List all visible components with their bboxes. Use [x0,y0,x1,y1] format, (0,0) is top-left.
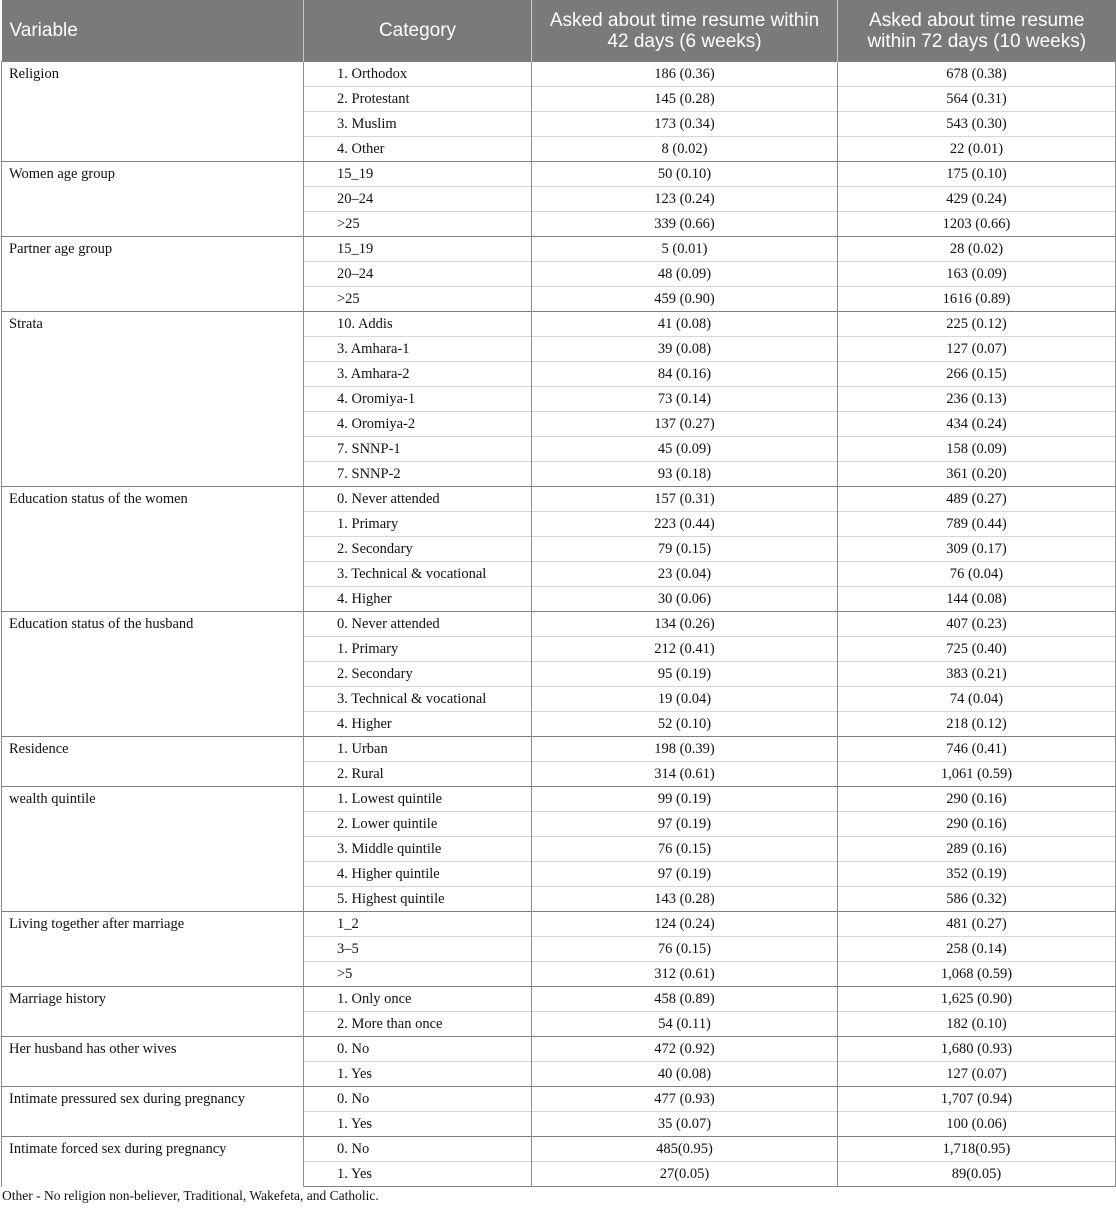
category-cell: 7. SNNP-1 [304,437,532,462]
category-cell: 3. Muslim [304,112,532,137]
variable-cell: Strata [2,312,304,487]
variable-cell: Her husband has other wives [2,1037,304,1087]
value-72-days-cell: 361 (0.20) [838,462,1116,487]
value-72-days-cell: 163 (0.09) [838,262,1116,287]
value-42-days-cell: 27(0.05) [532,1162,838,1187]
value-42-days-cell: 157 (0.31) [532,487,838,512]
value-72-days-cell: 74 (0.04) [838,687,1116,712]
variable-cell: Partner age group [2,237,304,312]
category-cell: 4. Higher quintile [304,862,532,887]
value-42-days-cell: 95 (0.19) [532,662,838,687]
category-cell: >25 [304,212,532,237]
value-42-days-cell: 50 (0.10) [532,162,838,187]
value-42-days-cell: 97 (0.19) [532,812,838,837]
category-cell: 2. Lower quintile [304,812,532,837]
table-row [2,912,1116,937]
category-cell: 1_2 [304,912,532,937]
value-72-days-cell: 127 (0.07) [838,337,1116,362]
value-72-days-cell: 175 (0.10) [838,162,1116,187]
category-cell: 7. SNNP-2 [304,462,532,487]
value-42-days-cell: 145 (0.28) [532,87,838,112]
value-42-days-cell: 79 (0.15) [532,537,838,562]
category-cell: 0. Never attended [304,612,532,637]
category-cell: 4. Higher [304,712,532,737]
variable-cell: Intimate forced sex during pregnancy [2,1137,304,1187]
value-72-days-cell: 218 (0.12) [838,712,1116,737]
value-72-days-cell: 352 (0.19) [838,862,1116,887]
category-cell: 4. Other [304,137,532,162]
value-42-days-cell: 314 (0.61) [532,762,838,787]
value-42-days-cell: 8 (0.02) [532,137,838,162]
category-cell: 0. No [304,1137,532,1162]
value-72-days-cell: 1616 (0.89) [838,287,1116,312]
category-cell: 20–24 [304,262,532,287]
value-72-days-cell: 429 (0.24) [838,187,1116,212]
variable-cell: Education status of the women [2,487,304,612]
header-category: Category [304,0,532,62]
value-72-days-cell: 407 (0.23) [838,612,1116,637]
value-42-days-cell: 123 (0.24) [532,187,838,212]
value-42-days-cell: 54 (0.11) [532,1012,838,1037]
value-42-days-cell: 173 (0.34) [532,112,838,137]
value-42-days-cell: 93 (0.18) [532,462,838,487]
category-cell: 4. Oromiya-1 [304,387,532,412]
category-cell: 1. Only once [304,987,532,1012]
category-cell: 0. No [304,1037,532,1062]
category-cell: 1. Lowest quintile [304,787,532,812]
value-42-days-cell: 458 (0.89) [532,987,838,1012]
value-72-days-cell: 564 (0.31) [838,87,1116,112]
value-72-days-cell: 289 (0.16) [838,837,1116,862]
value-72-days-cell: 1203 (0.66) [838,212,1116,237]
value-42-days-cell: 35 (0.07) [532,1112,838,1137]
table-row [2,1037,1116,1062]
value-42-days-cell: 5 (0.01) [532,237,838,262]
value-42-days-cell: 41 (0.08) [532,312,838,337]
value-72-days-cell: 746 (0.41) [838,737,1116,762]
value-72-days-cell: 225 (0.12) [838,312,1116,337]
header-72-days: Asked about time resume within 72 days (10 weeks) [838,0,1116,62]
value-42-days-cell: 186 (0.36) [532,62,838,87]
category-cell: 15_19 [304,162,532,187]
category-cell: 15_19 [304,237,532,262]
value-72-days-cell: 100 (0.06) [838,1112,1116,1137]
value-72-days-cell: 76 (0.04) [838,562,1116,587]
category-cell: 2. Secondary [304,662,532,687]
value-42-days-cell: 134 (0.26) [532,612,838,637]
value-42-days-cell: 76 (0.15) [532,837,838,862]
table-row [2,1087,1116,1112]
value-72-days-cell: 309 (0.17) [838,537,1116,562]
value-42-days-cell: 137 (0.27) [532,412,838,437]
category-cell: 1. Yes [304,1162,532,1187]
category-cell: 3. Amhara-2 [304,362,532,387]
value-42-days-cell: 223 (0.44) [532,512,838,537]
table-row [2,787,1116,812]
table-row [2,987,1116,1012]
category-cell: 2. Secondary [304,537,532,562]
value-72-days-cell: 586 (0.32) [838,887,1116,912]
value-72-days-cell: 489 (0.27) [838,487,1116,512]
value-72-days-cell: 481 (0.27) [838,912,1116,937]
table-body [2,62,1116,1187]
variable-cell: Intimate pressured sex during pregnancy [2,1087,304,1137]
value-42-days-cell: 143 (0.28) [532,887,838,912]
table-row [2,237,1116,262]
value-72-days-cell: 89(0.05) [838,1162,1116,1187]
category-cell: 3–5 [304,937,532,962]
value-72-days-cell: 28 (0.02) [838,237,1116,262]
value-42-days-cell: 84 (0.16) [532,362,838,387]
value-42-days-cell: 312 (0.61) [532,962,838,987]
value-42-days-cell: 198 (0.39) [532,737,838,762]
value-42-days-cell: 459 (0.90) [532,287,838,312]
category-cell: 2. More than once [304,1012,532,1037]
value-72-days-cell: 290 (0.16) [838,787,1116,812]
category-cell: 0. No [304,1087,532,1112]
category-cell: 10. Addis [304,312,532,337]
variable-cell: Religion [2,62,304,162]
category-cell: 3. Amhara-1 [304,337,532,362]
value-72-days-cell: 182 (0.10) [838,1012,1116,1037]
variable-cell: wealth quintile [2,787,304,912]
value-42-days-cell: 124 (0.24) [532,912,838,937]
variable-cell: Education status of the husband [2,612,304,737]
category-cell: 3. Technical & vocational [304,562,532,587]
table-row [2,737,1116,762]
category-cell: 1. Yes [304,1062,532,1087]
table-row [2,312,1116,337]
value-42-days-cell: 97 (0.19) [532,862,838,887]
category-cell: 4. Oromiya-2 [304,412,532,437]
frequency-table [1,0,1116,1187]
value-42-days-cell: 73 (0.14) [532,387,838,412]
table-row [2,162,1116,187]
value-42-days-cell: 212 (0.41) [532,637,838,662]
category-cell: 1. Yes [304,1112,532,1137]
value-72-days-cell: 678 (0.38) [838,62,1116,87]
value-42-days-cell: 23 (0.04) [532,562,838,587]
value-42-days-cell: 472 (0.92) [532,1037,838,1062]
category-cell: 1. Primary [304,637,532,662]
variable-cell: Women age group [2,162,304,237]
table-footnote: Other - No religion non-believer, Traditional, Wakefeta, and Catholic. [2,1188,379,1203]
value-72-days-cell: 290 (0.16) [838,812,1116,837]
variable-cell: Marriage history [2,987,304,1037]
value-42-days-cell: 52 (0.10) [532,712,838,737]
value-72-days-cell: 1,068 (0.59) [838,962,1116,987]
category-cell: 1. Orthodox [304,62,532,87]
value-72-days-cell: 543 (0.30) [838,112,1116,137]
value-42-days-cell: 76 (0.15) [532,937,838,962]
value-72-days-cell: 725 (0.40) [838,637,1116,662]
value-72-days-cell: 1,707 (0.94) [838,1087,1116,1112]
value-72-days-cell: 1,718(0.95) [838,1137,1116,1162]
value-72-days-cell: 127 (0.07) [838,1062,1116,1087]
value-72-days-cell: 1,061 (0.59) [838,762,1116,787]
value-72-days-cell: 434 (0.24) [838,412,1116,437]
value-72-days-cell: 789 (0.44) [838,512,1116,537]
value-72-days-cell: 158 (0.09) [838,437,1116,462]
value-42-days-cell: 99 (0.19) [532,787,838,812]
value-72-days-cell: 1,680 (0.93) [838,1037,1116,1062]
value-42-days-cell: 48 (0.09) [532,262,838,287]
value-72-days-cell: 266 (0.15) [838,362,1116,387]
table-row [2,1137,1116,1162]
category-cell: 1. Urban [304,737,532,762]
value-42-days-cell: 45 (0.09) [532,437,838,462]
value-42-days-cell: 477 (0.93) [532,1087,838,1112]
value-72-days-cell: 22 (0.01) [838,137,1116,162]
category-cell: 5. Highest quintile [304,887,532,912]
table-header-row [2,0,1116,62]
variable-cell: Residence [2,737,304,787]
category-cell: >5 [304,962,532,987]
value-42-days-cell: 40 (0.08) [532,1062,838,1087]
value-72-days-cell: 144 (0.08) [838,587,1116,612]
table-row [2,487,1116,512]
category-cell: 0. Never attended [304,487,532,512]
table-row [2,612,1116,637]
table-row [2,62,1116,87]
value-72-days-cell: 1,625 (0.90) [838,987,1116,1012]
header-variable: Variable [2,0,304,62]
value-72-days-cell: 236 (0.13) [838,387,1116,412]
value-42-days-cell: 339 (0.66) [532,212,838,237]
category-cell: 4. Higher [304,587,532,612]
category-cell: >25 [304,287,532,312]
variable-cell: Living together after marriage [2,912,304,987]
category-cell: 2. Protestant [304,87,532,112]
category-cell: 2. Rural [304,762,532,787]
category-cell: 20–24 [304,187,532,212]
value-72-days-cell: 258 (0.14) [838,937,1116,962]
value-42-days-cell: 19 (0.04) [532,687,838,712]
header-42-days: Asked about time resume within 42 days (6 weeks) [532,0,838,62]
value-72-days-cell: 383 (0.21) [838,662,1116,687]
value-42-days-cell: 485(0.95) [532,1137,838,1162]
value-42-days-cell: 39 (0.08) [532,337,838,362]
category-cell: 1. Primary [304,512,532,537]
category-cell: 3. Technical & vocational [304,687,532,712]
value-42-days-cell: 30 (0.06) [532,587,838,612]
category-cell: 3. Middle quintile [304,837,532,862]
